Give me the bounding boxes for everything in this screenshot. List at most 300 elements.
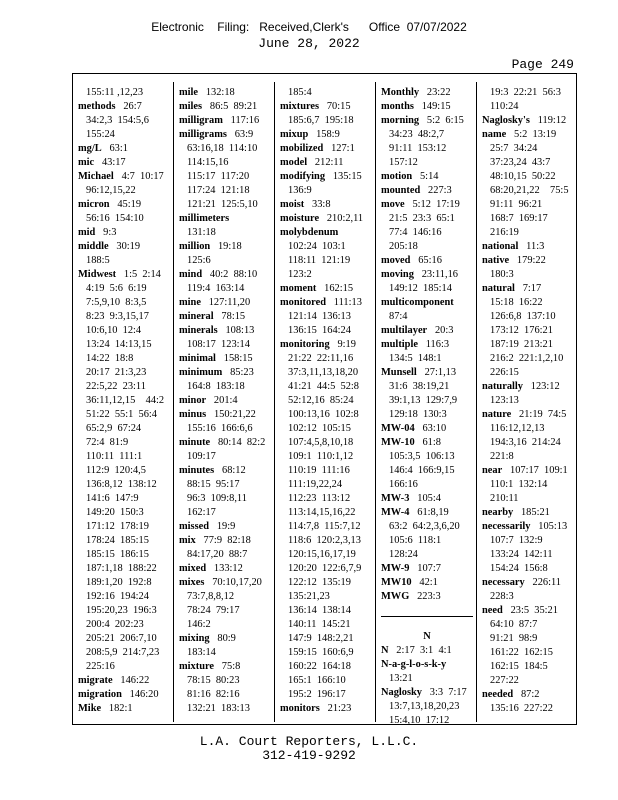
page-line-refs: 65:16	[410, 255, 442, 266]
index-entry	[381, 576, 473, 590]
index-entry	[179, 436, 271, 450]
index-entry	[381, 590, 473, 604]
index-term: model	[280, 157, 308, 168]
index-entry	[482, 604, 574, 618]
index-refs-continued: 96:12,15,22	[86, 185, 136, 196]
index-entry	[179, 534, 271, 548]
index-refs-continued: 78:24 79:17	[187, 605, 240, 616]
index-term: minus	[179, 409, 207, 420]
index-entry	[280, 198, 372, 212]
index-entry	[280, 156, 372, 170]
page-line-refs: 179:22	[509, 255, 546, 266]
index-entry	[179, 366, 271, 380]
page-line-refs: 117:16	[222, 115, 260, 126]
index-entry	[280, 296, 372, 310]
page-line-refs: 63:10	[414, 423, 447, 434]
index-refs-continued: 114:7,8 115:7,12	[288, 521, 361, 532]
page-line-refs: 127:11,20	[200, 297, 251, 308]
index-refs-continued: 200:4 202:23	[86, 619, 144, 630]
page-line-refs: 223:3	[409, 591, 441, 602]
index-refs-continued: 147:9 148:2,21	[288, 633, 354, 644]
index-refs-continued: 187:1,18 188:22	[86, 563, 157, 574]
index-refs-continued: 14:22 18:8	[86, 353, 134, 364]
index-refs-continued: 109:17	[187, 451, 216, 462]
index-term: minimum	[179, 367, 223, 378]
index-entry	[78, 702, 170, 716]
index-refs-continued: 146:4 166:9,15	[389, 465, 455, 476]
index-term: minutes	[179, 465, 215, 476]
index-column-2	[179, 86, 271, 716]
index-entry	[78, 688, 170, 702]
index-refs-continued: 154:24 156:8	[490, 563, 548, 574]
index-term: necessary	[482, 577, 525, 588]
page-line-refs: 70:10,17,20	[204, 577, 262, 588]
index-term: Midwest	[78, 269, 117, 280]
index-refs-continued: 34:23 48:2,7	[389, 129, 445, 140]
page-line-refs: 149:15	[413, 101, 451, 112]
index-refs-continued: 105:6 118:1	[389, 535, 442, 546]
index-term: micron	[78, 199, 110, 210]
index-entry	[381, 268, 473, 282]
page-line-refs: 77:9 82:18	[195, 535, 251, 546]
index-refs-continued: 102:24 103:1	[288, 241, 346, 252]
index-entry	[78, 100, 170, 114]
index-refs-continued: 63:16,18 114:10	[187, 143, 258, 154]
page-line-refs: 119:12	[529, 115, 567, 126]
page-line-refs: 105:13	[530, 521, 568, 532]
index-refs-continued: 64:10 87:7	[490, 619, 538, 630]
index-refs-continued: 13:24 14:13,15	[86, 339, 152, 350]
index-term: methods	[78, 101, 116, 112]
index-entry	[482, 114, 574, 128]
index-refs-continued: 63:2 64:2,3,6,20	[389, 521, 460, 532]
index-refs-continued: 87:4	[389, 311, 408, 322]
index-entry	[78, 226, 170, 240]
page-line-refs: 43:17	[94, 157, 126, 168]
index-term: move	[381, 199, 405, 210]
index-entry	[482, 408, 574, 422]
index-term: necessarily	[482, 521, 531, 532]
index-term: moving	[381, 269, 414, 280]
index-refs-continued: 102:12 105:15	[288, 423, 351, 434]
index-refs-continued: 205:21 206:7,10	[86, 633, 157, 644]
index-term: mine	[179, 297, 201, 308]
page-line-refs: 21:19 74:5	[511, 409, 567, 420]
index-refs-continued: 141:6 147:9	[86, 493, 139, 504]
page-line-refs: 162:15	[316, 283, 354, 294]
page-line-refs: 226:11	[524, 577, 561, 588]
index-term: minimal	[179, 353, 216, 364]
page-line-refs: 23:22	[419, 87, 451, 98]
page-line-refs: 80:9	[209, 633, 236, 644]
index-term: mid	[78, 227, 96, 238]
index-term: multicomponent	[381, 297, 454, 308]
index-refs-continued: 118:6 120:2,3,13	[288, 535, 361, 546]
index-term: MW-9	[381, 563, 410, 574]
index-refs-continued: 173:12 176:21	[490, 325, 553, 336]
index-column-5	[482, 86, 574, 716]
index-refs-continued: 116:12,12,13	[490, 423, 545, 434]
index-term: MW-10	[381, 437, 415, 448]
index-term: national	[482, 241, 519, 252]
index-term: months	[381, 101, 414, 112]
index-term: N-a-g-l-o-s-k-y	[381, 659, 447, 670]
index-refs-continued: 7:5,9,10 8:3,5	[86, 297, 147, 308]
index-term: N	[381, 645, 389, 656]
index-entry	[78, 142, 170, 156]
index-term: Naglosky's	[482, 115, 530, 126]
index-refs-continued: 112:23 113:12	[288, 493, 351, 504]
index-refs-continued: 146:2	[187, 619, 211, 630]
page-line-refs: 23:5 35:21	[502, 605, 558, 616]
index-entry	[381, 338, 473, 352]
index-entry	[280, 170, 372, 184]
index-refs-continued: 21:5 23:3 65:1	[389, 213, 455, 224]
page-line-refs: 85:23	[222, 367, 254, 378]
index-refs-continued: 185:15 186:15	[86, 549, 149, 560]
index-refs-continued: 91:11 96:21	[490, 199, 543, 210]
page-line-refs: 61:8	[414, 437, 441, 448]
column-divider	[375, 82, 376, 722]
index-entry	[179, 268, 271, 282]
index-term: mixing	[179, 633, 210, 644]
index-term: miles	[179, 101, 203, 112]
index-refs-continued: 226:15	[490, 367, 519, 378]
page-line-refs: 27:1,13	[416, 367, 457, 378]
index-refs-continued: 185:6,7 195:18	[288, 115, 354, 126]
index-entry	[280, 282, 372, 296]
page-line-refs: 210:2,11	[319, 213, 364, 224]
page-line-refs: 133:12	[206, 563, 243, 574]
index-term: mounted	[381, 185, 421, 196]
court-reporter-name: L.A. Court Reporters, L.L.C.	[199, 734, 419, 749]
index-term: minor	[179, 395, 207, 406]
column-divider	[173, 82, 174, 722]
index-refs-continued: 110:1 132:14	[490, 479, 548, 490]
index-entry	[381, 686, 473, 700]
index-refs-continued: 108:17 123:14	[187, 339, 250, 350]
index-entry	[482, 282, 574, 296]
page-line-refs: 158:15	[215, 353, 253, 364]
index-term: motion	[381, 171, 413, 182]
index-refs-continued: 192:16 194:24	[86, 591, 149, 602]
section-rule	[381, 616, 473, 630]
index-term: mobilized	[280, 143, 324, 154]
page-line-refs: 86:5 89:21	[202, 101, 258, 112]
index-refs-continued: 189:1,20 192:8	[86, 577, 152, 588]
index-entry	[179, 520, 271, 534]
index-refs-continued: 134:5 148:1	[389, 353, 442, 364]
index-refs-continued: 188:5	[86, 255, 110, 266]
index-refs-continued: 15:18 16:22	[490, 297, 543, 308]
index-term: morning	[381, 115, 420, 126]
index-term: mixture	[179, 661, 215, 672]
index-entry	[381, 658, 473, 672]
index-entry	[280, 142, 372, 156]
index-term: migration	[78, 689, 122, 700]
index-refs-continued: 164:8 183:18	[187, 381, 245, 392]
index-refs-continued: 168:7 169:17	[490, 213, 548, 224]
index-refs-continued: 162:15 184:5	[490, 661, 548, 672]
index-entry	[381, 436, 473, 450]
index-entry	[179, 114, 271, 128]
index-term: mineral	[179, 311, 214, 322]
index-entry	[179, 394, 271, 408]
index-refs-continued: 107:4,5,8,10,18	[288, 437, 354, 448]
index-entry	[280, 100, 372, 114]
index-entry	[179, 576, 271, 590]
index-entry	[179, 86, 271, 100]
index-entry	[482, 688, 574, 702]
index-refs-continued: 110:24	[490, 101, 519, 112]
index-refs-continued: 122:12 135:19	[288, 577, 351, 588]
index-entry	[381, 198, 473, 212]
page-line-refs: 212:11	[307, 157, 344, 168]
index-entry	[381, 324, 473, 338]
index-entry	[381, 644, 473, 658]
page-line-refs: 5:2 13:19	[506, 129, 557, 140]
index-refs-continued: 96:3 109:8,11	[187, 493, 247, 504]
index-refs-continued: 52:12,16 85:24	[288, 395, 354, 406]
index-entry	[280, 702, 372, 716]
index-entry	[381, 506, 473, 520]
index-term: need	[482, 605, 503, 616]
page-line-refs: 70:15	[319, 101, 351, 112]
index-term: naturally	[482, 381, 523, 392]
index-term: mile	[179, 87, 199, 98]
index-column-3	[280, 86, 372, 716]
index-entry	[179, 408, 271, 422]
index-refs-continued: 56:16 154:10	[86, 213, 144, 224]
index-entry	[78, 674, 170, 688]
index-term: minerals	[179, 325, 218, 336]
index-term: mix	[179, 535, 196, 546]
index-refs-continued: 120:20 122:6,7,9	[288, 563, 362, 574]
index-entry	[381, 170, 473, 184]
index-term: moment	[280, 283, 317, 294]
index-entry	[78, 240, 170, 254]
page-line-refs: 5:2 6:15	[419, 115, 464, 126]
index-entry	[482, 506, 574, 520]
index-refs-continued: 126:6,8 137:10	[490, 311, 556, 322]
column-divider	[476, 82, 477, 722]
index-refs-continued: 91:11 153:12	[389, 143, 447, 154]
index-refs-continued: 21:22 22:11,16	[288, 353, 354, 364]
page-line-refs: 9:19	[329, 339, 356, 350]
index-refs-continued: 159:15 160:6,9	[288, 647, 354, 658]
index-entry	[381, 86, 473, 100]
index-refs-continued: 123:2	[288, 269, 312, 280]
index-term: natural	[482, 283, 515, 294]
index-refs-continued: 225:16	[86, 661, 115, 672]
index-refs-continued: 68:20,21,22 75:5	[490, 185, 569, 196]
page-line-refs: 2:17 3:1 4:1	[388, 645, 452, 656]
index-entry	[381, 492, 473, 506]
index-refs-continued: 216:19	[490, 227, 519, 238]
index-term: moist	[280, 199, 305, 210]
index-refs-continued: 135:16 227:22	[490, 703, 553, 714]
index-term: Munsell	[381, 367, 417, 378]
index-term: nearby	[482, 507, 514, 518]
index-refs-continued: 171:12 178:19	[86, 521, 149, 532]
page-line-refs: 40:2 88:10	[202, 269, 258, 280]
page-line-refs: 5:14	[412, 171, 439, 182]
index-entry	[179, 632, 271, 646]
index-refs-continued: 111:19,22,24	[288, 479, 343, 490]
page-line-refs: 127:1	[323, 143, 355, 154]
index-refs-continued: 113:14,15,16,22	[288, 507, 356, 518]
filing-stamp-line: Electronic Filing: Received,Clerk's Office 07/07/2022	[151, 20, 467, 34]
index-refs-continued: 73:7,8,8,12	[187, 591, 235, 602]
index-term: Monthly	[381, 87, 420, 98]
index-entry	[482, 240, 574, 254]
index-refs-continued: 13:7,13,18,20,23	[389, 701, 460, 712]
index-refs-continued: 84:17,20 88:7	[187, 549, 248, 560]
index-term: MW-4	[381, 507, 410, 518]
page-line-refs: 146:20	[121, 689, 159, 700]
index-refs-continued: 136:9	[288, 185, 312, 196]
index-refs-continued: 37:23,24 43:7	[490, 157, 551, 168]
page-line-refs: 107:17 109:1	[502, 465, 568, 476]
index-refs-continued: 140:11 145:21	[288, 619, 351, 630]
page-line-refs: 80:14 82:2	[210, 437, 266, 448]
index-refs-continued: 100:13,16 102:8	[288, 409, 359, 420]
index-column-1	[78, 86, 170, 716]
index-refs-continued: 187:19 213:21	[490, 339, 553, 350]
index-refs-continued: 155:11 ,12,23	[86, 87, 144, 98]
page-line-refs: 78:15	[213, 311, 246, 322]
page-line-refs: 19:18	[210, 241, 242, 252]
index-refs-continued: 157:12	[389, 157, 418, 168]
index-refs-continued: 37:3,11,13,18,20	[288, 367, 359, 378]
index-entry	[280, 226, 372, 240]
index-refs-continued: 65:2,9 67:24	[86, 423, 142, 434]
index-term: needed	[482, 689, 514, 700]
index-refs-continued: 131:18	[187, 227, 216, 238]
index-refs-continued: 119:4 163:14	[187, 283, 245, 294]
index-entry	[179, 100, 271, 114]
page-line-refs: 201:4	[206, 395, 238, 406]
index-entry	[179, 310, 271, 324]
page-line-refs: 4:7 10:17	[113, 171, 164, 182]
index-refs-continued: 121:14 136:13	[288, 311, 351, 322]
court-reporter-phone: 312-419-9292	[262, 748, 356, 763]
index-term: MW-3	[381, 493, 410, 504]
index-entry	[381, 184, 473, 198]
index-term: milligram	[179, 115, 223, 126]
index-refs-continued: 13:21	[389, 673, 413, 684]
page-line-refs: 61:8,19	[409, 507, 449, 518]
page-line-refs: 42:1	[411, 577, 438, 588]
index-term: mixes	[179, 577, 205, 588]
page-line-refs: 132:18	[198, 87, 235, 98]
index-refs-continued: 161:22 162:15	[490, 647, 553, 658]
index-refs-continued: 221:8	[490, 451, 514, 462]
index-refs-continued: 136:14 138:14	[288, 605, 351, 616]
index-refs-continued: 10:6,10 12:4	[86, 325, 142, 336]
index-entry	[78, 170, 170, 184]
index-entry	[78, 198, 170, 212]
index-term: minute	[179, 437, 211, 448]
index-refs-continued: 88:15 95:17	[187, 479, 240, 490]
index-entry	[179, 352, 271, 366]
index-term: mixtures	[280, 101, 320, 112]
section-letter: N	[423, 631, 431, 642]
index-refs-continued: 194:3,16 214:24	[490, 437, 561, 448]
index-refs-continued: 155:24	[86, 129, 115, 140]
index-refs-continued: 48:10,15 50:22	[490, 171, 556, 182]
index-term: MW-04	[381, 423, 415, 434]
index-refs-continued: 110:19 111:16	[288, 465, 350, 476]
page-line-refs: 146:22	[112, 675, 150, 686]
page-line-refs: 185:21	[513, 507, 550, 518]
index-refs-continued: 121:21 125:5,10	[187, 199, 258, 210]
index-term: moisture	[280, 213, 320, 224]
index-refs-continued: 77:4 146:16	[389, 227, 442, 238]
page-line-refs: 108:13	[217, 325, 255, 336]
index-term: middle	[78, 241, 109, 252]
index-entry	[78, 268, 170, 282]
index-refs-continued: 118:11 121:19	[288, 255, 351, 266]
index-term: mixed	[179, 563, 207, 574]
index-refs-continued: 216:2 221:1,2,10	[490, 353, 564, 364]
index-entry	[381, 114, 473, 128]
index-refs-continued: 31:6 38:19,21	[389, 381, 450, 392]
index-term: MWG	[381, 591, 410, 602]
page-line-refs: 87:2	[513, 689, 540, 700]
index-refs-continued: 15:4,10 17:12	[389, 715, 450, 726]
index-term: Mike	[78, 703, 102, 714]
index-term: missed	[179, 521, 210, 532]
page-line-refs: 227:3	[420, 185, 452, 196]
index-refs-continued: 149:20 150:3	[86, 507, 144, 518]
index-refs-continued: 25:7 34:24	[490, 143, 538, 154]
index-refs-continued: 210:11	[490, 493, 519, 504]
index-refs-continued: 123:13	[490, 395, 519, 406]
index-entry	[179, 660, 271, 674]
index-refs-continued: 165:1 166:10	[288, 675, 346, 686]
page-line-refs: 7:17	[514, 283, 542, 294]
index-term: Naglosky	[381, 687, 422, 698]
index-entry	[179, 128, 271, 142]
index-refs-continued: 34:2,3 154:5,6	[86, 115, 149, 126]
index-refs-continued: 72:4 81:9	[86, 437, 129, 448]
index-refs-continued: 109:1 110:1,12	[288, 451, 354, 462]
index-refs-continued: 160:22 164:18	[288, 661, 351, 672]
index-term: mic	[78, 157, 95, 168]
index-entry	[179, 562, 271, 576]
index-term: mixup	[280, 129, 309, 140]
index-refs-continued: 205:18	[389, 241, 418, 252]
page-line-refs: 111:13	[326, 297, 362, 308]
index-refs-continued: 51:22 55:1 56:4	[86, 409, 158, 420]
page-line-refs: 21:23	[319, 703, 352, 714]
index-entry	[179, 212, 271, 226]
page-line-refs: 26:7	[115, 101, 142, 112]
page-line-refs: 75:8	[214, 661, 241, 672]
index-refs-continued: 41:21 44:5 52:8	[288, 381, 360, 392]
index-refs-continued: 128:24	[389, 549, 418, 560]
index-refs-continued: 135:21,23	[288, 591, 330, 602]
page-line-refs: 23:11,16	[413, 269, 458, 280]
page-line-refs: 135:15	[325, 171, 362, 182]
deposition-date: June 28, 2022	[258, 36, 360, 51]
index-entry	[482, 128, 574, 142]
index-refs-continued: 114:15,16	[187, 157, 229, 168]
page-line-refs: 105:4	[409, 493, 441, 504]
index-refs-continued: 136:8,12 138:12	[86, 479, 157, 490]
index-entry	[482, 380, 574, 394]
